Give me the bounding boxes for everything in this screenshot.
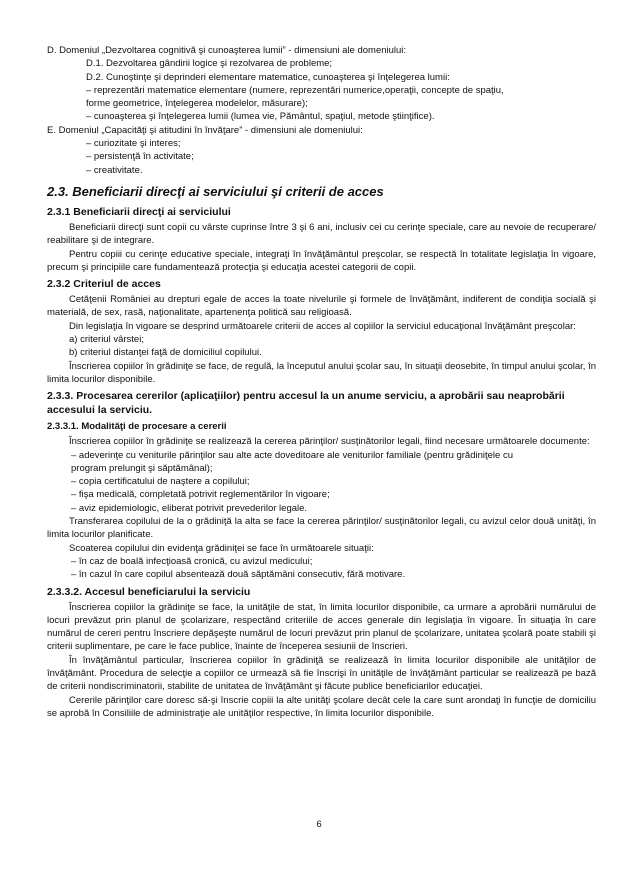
section-2-3-2-p3: Înscrierea copiilor în grădiniţe se face, de regulă, la începutul anului şcolar sau, în situaţii deosebite, în timpul anului şcolar, în limita locurilor disponibile.: [47, 360, 596, 385]
domain-e-bullet-1: – curiozitate şi interes;: [86, 138, 181, 150]
section-2-3-title: 2.3. Beneficiarii direcţi ai serviciului şi criterii de acces: [47, 183, 384, 199]
domain-e-title: E. Domeniul „Capacităţi şi atitudini în învăţare” - dimensiuni ale domeniului:: [47, 124, 363, 136]
section-2-3-1-p1: Beneficiarii direcţi sunt copii cu vârste cuprinse între 3 şi 6 ani, inclusiv cei cu cerinţe speciale, care au nevoie de recuperare/ reabilitare şi de integrare.: [47, 221, 596, 247]
document-item-2: – copia certificatului de naştere a copilului;: [71, 476, 250, 488]
section-2-3-3-2-p1: Înscrierea copiilor la grădiniţe se face, la unităţile de stat, în limita locurilor disponibile, ca urmare a aprobării numărului de locuri prevăzut prin planul de şcolarizare, respectând criteriile de acces generale din legislaţia în vigoare. În situaţia în care numărul de cereri pentru înscriere depăşeşte numărul de locuri prevăzut prin planul de şcolarizare, unitatea şcolară poate stabili şi criterii suplimentare, pe care le face publice, înainte de începerea sesiunii de înscrieri.: [47, 601, 596, 653]
section-2-3-3-1-title: 2.3.3.1. Modalităţi de procesare a cererii: [47, 421, 227, 433]
case-item-2: – în cazul în care copilul absentează două săptămâni consecutiv, fără motivare.: [71, 569, 406, 581]
section-2-3-2-title: 2.3.2 Criteriul de acces: [47, 278, 161, 291]
page-number: 6: [316, 819, 322, 830]
domain-d-title: D. Domeniul „Dezvoltarea cognitivă şi cunoaşterea lumii” - dimensiuni ale domeniului:: [47, 45, 407, 56]
section-2-3-3-1-p1: Înscrierea copiilor în grădiniţe se realizează la cererea părinţilor/ susţinătorilor legali, fiind necesare următoarele documente:: [69, 436, 590, 448]
section-2-3-3-1-p3: Scoaterea copilului din evidenţa grădiniţei se face în următoarele situaţii:: [69, 542, 374, 554]
section-2-3-3-1-p2: Transferarea copilului de la o grădiniţă la alta se face la cererea părinţilor/ susţinătorilor legali, cu avizul celor două unităţi, în limita locurilor planificate.: [47, 516, 596, 541]
section-2-3-3-2-p2: În învăţământul particular, înscrierea copiilor în grădiniţă se realizează în limita locurilor disponibile ale unităţilor de învăţământ. Procedura de selecţie a copiilor ce urmează să fie înscrişi în unităţile de învăţământ particular se realizează pe bază de criterii nondiscriminatorii, stabilite de unitatea de învăţământ şi făcute publice beneficiarilor educaţiei.: [47, 654, 596, 693]
document-item-1-cont: program prelungit şi săptămânal);: [71, 462, 213, 474]
domain-e-bullet-3: – creativitate.: [86, 164, 143, 176]
section-2-3-3-2-title: 2.3.3.2. Accesul beneficiarului la serviciu: [47, 585, 251, 598]
section-2-3-3-2-p3: Cererile părinţilor care doresc să-şi înscrie copiii la alte unităţi şcolare decât cele la care sunt arondaţi în funcţie de domiciliu se aprobă în Consiliile de administraţie ale unităţilor respective, în limita locurilor disponibile.: [47, 694, 596, 719]
section-2-3-1-p2: Pentru copiii cu cerinţe educative speciale, integraţi în învăţământul preşcolar, se respectă în totalitate legislaţia în vigoare, precum şi principiile care fundamentează protecţia şi educaţia acestei categorii de copii.: [47, 248, 596, 273]
domain-e-bullet-2: – persistenţă în activitate;: [86, 151, 194, 163]
document-item-4: – aviz epidemiologic, eliberat potrivit prevederilor legale.: [71, 502, 308, 514]
section-2-3-1-title: 2.3.1 Beneficiarii direcţi ai serviciului: [47, 205, 231, 218]
section-2-3-3-title: 2.3.3. Procesarea cererilor (aplicaţiilor) pentru accesul la un anume serviciu, a aprobării sau neaprobării accesului la serviciu.: [47, 390, 565, 417]
document-page: [47, 44, 596, 720]
domain-d-item-1: D.1. Dezvoltarea gândirii logice şi rezolvarea de probleme;: [86, 58, 333, 70]
section-2-3-2-p1: Cetăţenii României au drepturi egale de acces la toate nivelurile şi formele de învăţământ, indiferent de condiţia socială şi materială, de sex, rasă, naţionalitate, apartenenţa politică sau religioasă.: [47, 294, 596, 319]
section-2-3-2-p2: Din legislaţia în vigoare se desprind următoarele criterii de acces al copiilor la serviciul educaţional învăţământ preşcolar:: [69, 320, 576, 332]
document-item-1: – adeverinţe cu veniturile părinţilor sau alte acte doveditoare ale veniturilor familiale (pentru grădiniţele cu: [71, 449, 513, 461]
criterion-b: b) criteriul distanţei faţă de domiciliul copilului.: [69, 347, 262, 359]
domain-d-bullet-1: – reprezentări matematice elementare (numere, reprezentări numerice,operaţii, concepte de spaţiu,: [86, 84, 504, 96]
domain-d-item-2: D.2. Cunoştinţe şi deprinderi elementare matematice, cunoaşterea şi înţelegerea lumii:: [86, 71, 450, 83]
case-item-1: – în caz de boală infecţioasă cronică, cu avizul medicului;: [71, 555, 313, 567]
criterion-a: a) criteriul vârstei;: [69, 334, 144, 346]
document-item-3: – fişa medicală, completată potrivit reglementărilor în vigoare;: [71, 489, 330, 501]
domain-d-bullet-2: – cunoaşterea şi înţelegerea lumii (lumea vie, Pământul, spaţiul, metode ştiinţifice).: [86, 111, 435, 123]
domain-d-bullet-1-cont: forme geometrice, înţelegerea modelelor, măsurare);: [86, 98, 308, 110]
